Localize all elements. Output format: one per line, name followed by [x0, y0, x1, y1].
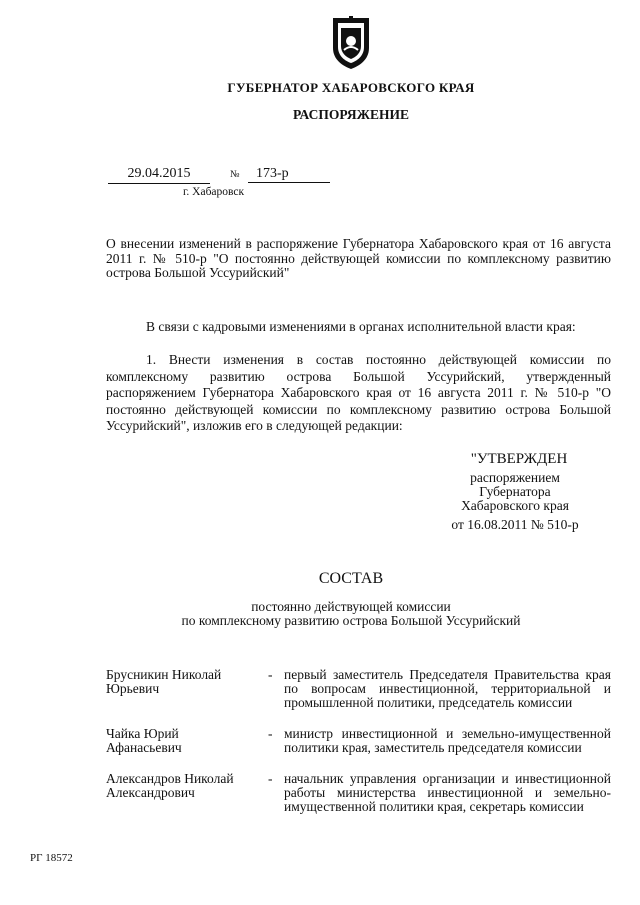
coat-of-arms-icon [329, 14, 373, 70]
number-sign: № [230, 169, 240, 180]
member-patronymic: Александрович [106, 785, 195, 800]
member-surname-name: Чайка Юрий [106, 726, 179, 741]
member-patronymic: Юрьевич [106, 681, 160, 696]
document-date: 29.04.2015 [108, 166, 210, 184]
composition-subtitle [0, 600, 640, 628]
approval-line-4: от 16.08.2011 № 510-р [451, 517, 579, 532]
member-name [106, 668, 266, 696]
approval-line-2: Губернатора [479, 484, 551, 499]
member-role: первый заместитель Председателя Правительства края по вопросам инвестиционной, территориальной и промышленной политики, председатель комиссии [284, 667, 611, 710]
member-name [106, 772, 266, 800]
composition-subtitle-line-1: постоянно действующей комиссии [251, 599, 451, 614]
approval-heading: "УТВЕРЖДЕН [470, 451, 568, 467]
body-paragraph-1: В связи с кадровыми изменениями в органах исполнительной власти края: [146, 319, 576, 334]
member-dash: - [268, 726, 273, 741]
composition-subtitle-line-2: по комплексному развитию острова Большой Уссурийский [181, 613, 521, 628]
member-surname-name: Александров Николай [106, 771, 234, 786]
member-patronymic: Афанасьевич [106, 740, 182, 755]
member-role: министр инвестиционной и земельно-имущественной политики края, заместитель председателя комиссии [284, 726, 611, 755]
member-surname-name: Брусникин Николай [106, 667, 222, 682]
authority-heading: ГУБЕРНАТОР ХАБАРОВСКОГО КРАЯ [227, 80, 475, 95]
document-subject: О внесении изменений в распоряжение Губернатора Хабаровского края от 16 августа 2011 г. № 510-р "О постоянно действующей комиссии по комплексному развитию острова Большой Уссурийский" [106, 236, 611, 280]
composition-title: СОСТАВ [318, 570, 384, 587]
approval-stamp [420, 452, 610, 532]
document-type: РАСПОРЯЖЕНИЕ [292, 107, 410, 122]
approval-line-3: Хабаровского края [461, 498, 569, 513]
document-city: г. Хабаровск [183, 186, 245, 198]
member-role: начальник управления организации и инвестиционной работы министерства инвестиционной и земельно-имущественной политики края, секретарь комиссии [284, 771, 611, 814]
member-dash: - [268, 667, 273, 682]
approval-line-1: распоряжением [470, 470, 560, 485]
footer-code: РГ 18572 [30, 852, 73, 864]
body-paragraph-2: 1. Внести изменения в состав постоянно действующей комиссии по комплексному развитию острова Большой Уссурийский, утвержденный распоряжением Губернатора Хабаровского края от 16 августа 2011 г. № 510-р "О постоянно действующей комиссии по комплексному развитию острова Большой Уссурийский", изложив его в следующей редакции: [106, 352, 611, 433]
member-dash: - [268, 771, 273, 786]
member-name [106, 727, 266, 755]
document-number: 173-р [248, 166, 330, 183]
